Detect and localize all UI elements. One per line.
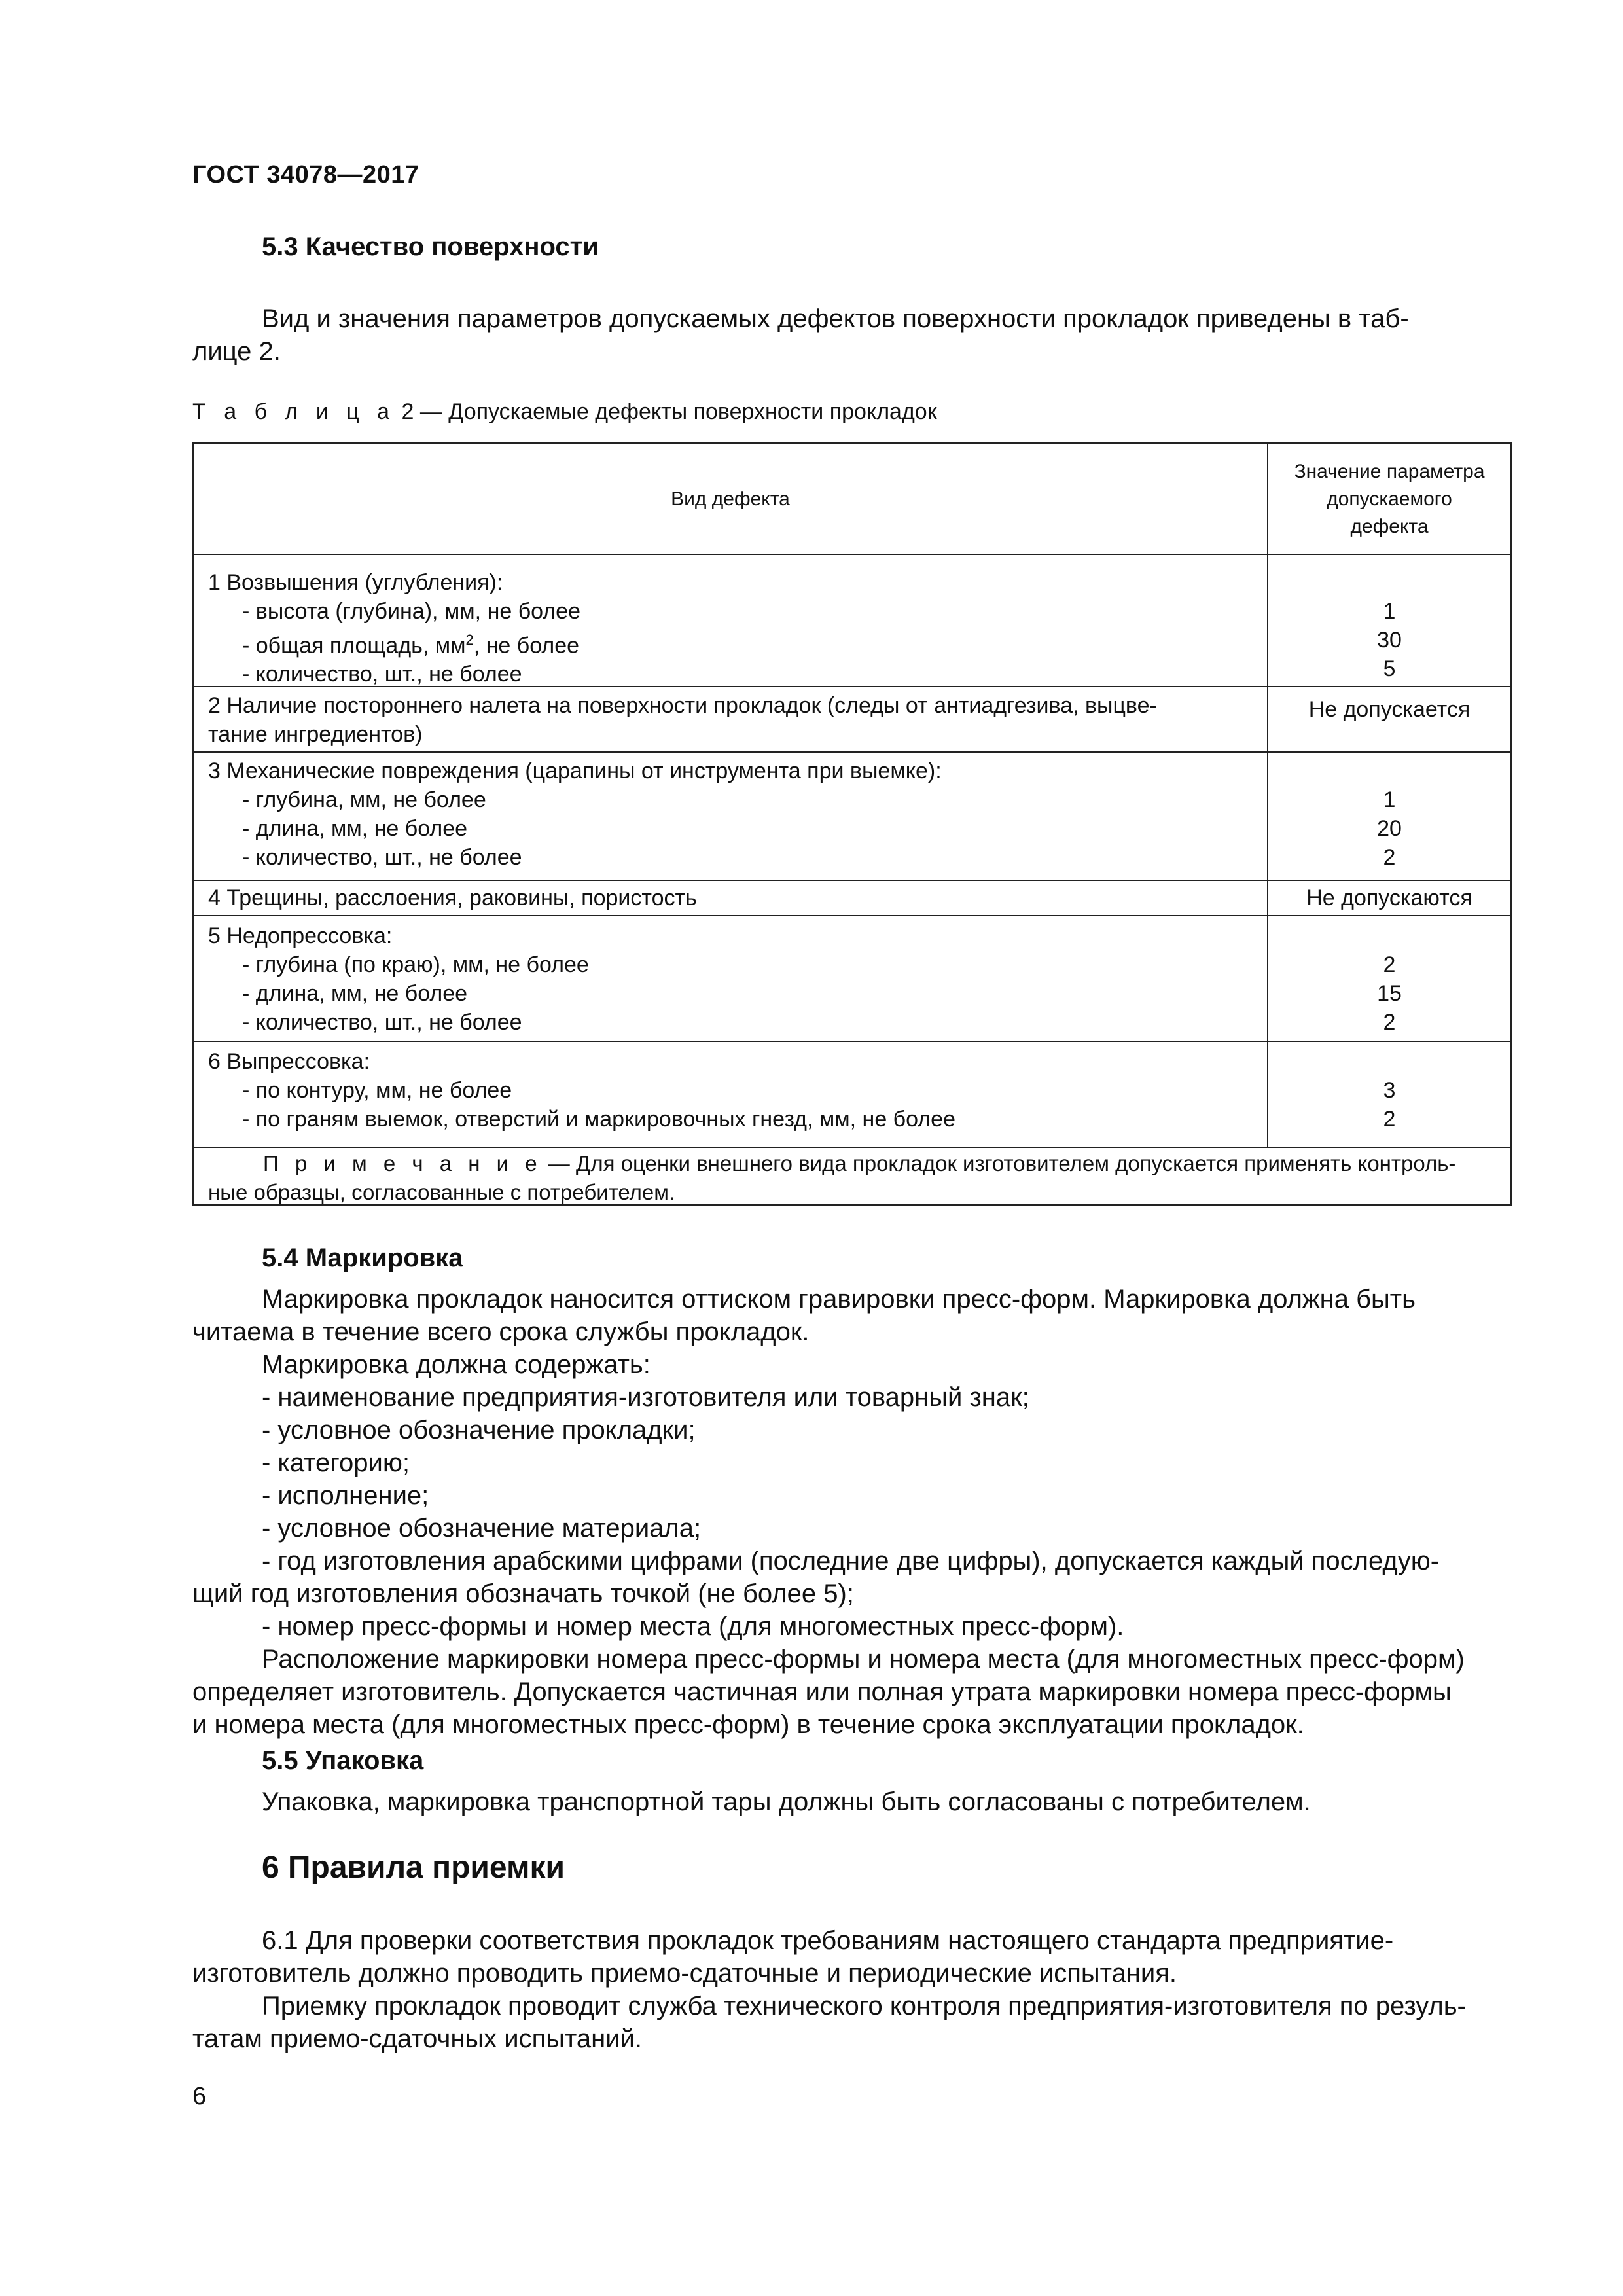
- row3-item-depth: - глубина, мм, не более: [242, 787, 486, 812]
- section-5-4-p1-line1: Маркировка прокладок наносится оттиском гравировки пресс-форм. Маркировка должна быть: [262, 1285, 1416, 1314]
- section-5-3-para-line2: лице 2.: [192, 337, 281, 366]
- row3-item-length: - длина, мм, не более: [242, 816, 468, 841]
- row3-item-count: - количество, шт., не более: [242, 845, 522, 870]
- row1-item-area-pre: - общая площадь, мм: [242, 633, 466, 658]
- row1-value-1: 1: [1383, 599, 1396, 624]
- table-note: [208, 1149, 1497, 1207]
- row5-item-depth: - глубина (по краю), мм, не более: [242, 952, 589, 977]
- section-6-p1-line2: изготовитель должно проводить приемо-сдаточные и периодические испытания.: [192, 1959, 1177, 1988]
- table-row-2-defect: [208, 691, 1255, 749]
- row5-item-length: - длина, мм, не более: [242, 981, 468, 1006]
- row3-value-2: 20: [1377, 816, 1402, 841]
- table-header-divider: [194, 554, 1510, 555]
- row1-item-height: - высота (глубина), мм, не более: [242, 599, 580, 624]
- defects-table: [192, 442, 1512, 1206]
- row1-value-3: 5: [1383, 656, 1396, 681]
- row5-value-3: 2: [1383, 1010, 1396, 1035]
- marking-item-7: - номер пресс-формы и номер места (для многоместных пресс-форм).: [262, 1612, 1124, 1641]
- marking-item-3: - категорию;: [262, 1448, 410, 1477]
- page-number: 6: [192, 2083, 207, 2110]
- section-5-4-p3-line1: Расположение маркировки номера пресс-формы и номера места (для многоместных пресс-форм): [262, 1645, 1465, 1674]
- table-caption-text: 2 — Допускаемые дефекты поверхности прокладок: [401, 399, 937, 424]
- row2-line2: тание ингредиентов): [208, 722, 423, 747]
- row6-item-edges: - по граням выемок, отверстий и маркировочных гнезд, мм, не более: [242, 1107, 955, 1132]
- row6-title: 6 Выпрессовка:: [208, 1049, 370, 1074]
- marking-item-5: - условное обозначение материала;: [262, 1514, 702, 1543]
- section-5-3-para-line1: Вид и значения параметров допускаемых дефектов поверхности прокладок приведены в таб-: [262, 304, 1409, 333]
- row5-title: 5 Недопрессовка:: [208, 924, 393, 948]
- marking-item-6-line2: щий год изготовления обозначать точкой (не более 5);: [192, 1579, 854, 1608]
- table-row-divider: [194, 751, 1510, 753]
- section-5-4-p3-line3: и номера места (для многоместных пресс-форм) в течение срока эксплуатации прокладок.: [192, 1710, 1304, 1739]
- table-row-divider: [194, 915, 1510, 916]
- row4-value: Не допускаются: [1306, 886, 1472, 910]
- table-row-6-defect: [208, 1047, 955, 1134]
- table-row-1-defect: [208, 568, 580, 689]
- table-row-divider: [194, 880, 1510, 881]
- table-row-3-values: [1268, 785, 1510, 872]
- row1-item-area-sup: 2: [465, 632, 474, 648]
- table-caption-label: Т а б л и ц а: [192, 399, 396, 424]
- table-note-divider: [194, 1147, 1510, 1148]
- row6-value-1: 3: [1383, 1078, 1396, 1103]
- col-header-value-line1: Значение параметра: [1294, 461, 1485, 482]
- marking-item-6-line1: - год изготовления арабскими цифрами (последние две цифры), допускается каждый последую-: [262, 1547, 1440, 1575]
- col-header-value-line2: допускаемого: [1327, 488, 1452, 510]
- row2-value: Не допускается: [1308, 697, 1471, 722]
- section-5-3-title: 5.3 Качество поверхности: [262, 232, 599, 261]
- table-note-text: — Для оценки внешнего вида прокладок изготовителем допускается применять контроль-: [548, 1151, 1456, 1175]
- table-row-1-values: [1268, 597, 1510, 683]
- marking-item-1: - наименование предприятия-изготовителя или товарный знак;: [262, 1383, 1029, 1412]
- col-header-value: [1268, 458, 1510, 541]
- col-header-defect-type: Вид дефекта: [671, 488, 790, 510]
- table-caption: [192, 399, 937, 425]
- marking-item-2: - условное обозначение прокладки;: [262, 1416, 696, 1444]
- row3-value-1: 1: [1383, 787, 1396, 812]
- section-6-p1-line1: 6.1 Для проверки соответствия прокладок требованиям настоящего стандарта предприятие-: [262, 1926, 1394, 1955]
- section-6-title: 6 Правила приемки: [262, 1850, 565, 1885]
- row1-item-area-post: , не более: [473, 633, 580, 658]
- table-row-6-values: [1268, 1076, 1510, 1134]
- row3-title: 3 Механические повреждения (царапины от инструмента при выемке):: [208, 759, 942, 783]
- section-5-4-p3-line2: определяет изготовитель. Допускается частичная или полная утрата маркировки номера пресс-формы: [192, 1677, 1452, 1706]
- row1-item-count: - количество, шт., не более: [242, 662, 522, 687]
- section-5-4-title: 5.4 Маркировка: [262, 1244, 463, 1272]
- section-5-4-p1-line2: читаема в течение всего срока службы прокладок.: [192, 1318, 810, 1346]
- row6-item-contour: - по контуру, мм, не более: [242, 1078, 512, 1103]
- table-row-3-defect: [208, 757, 942, 872]
- row3-value-3: 2: [1383, 845, 1396, 870]
- table-note-line1: [208, 1149, 1497, 1178]
- section-5-4-p2: Маркировка должна содержать:: [262, 1350, 651, 1379]
- table-note-line2: ные образцы, согласованные с потребителем.: [208, 1180, 675, 1204]
- row5-item-count: - количество, шт., не более: [242, 1010, 522, 1035]
- row2-line1: 2 Наличие постороннего налета на поверхности прокладок (следы от антиадгезива, выцве-: [208, 693, 1157, 718]
- row1-item-area: [208, 626, 580, 660]
- section-5-5-title: 5.5 Упаковка: [262, 1746, 424, 1775]
- table-row-5-defect: [208, 922, 589, 1037]
- row5-value-1: 2: [1383, 952, 1396, 977]
- document-header: ГОСТ 34078—2017: [192, 161, 419, 188]
- table-note-label: П р и м е ч а н и е: [263, 1151, 543, 1175]
- section-6-p2-line2: татам приемо-сдаточных испытаний.: [192, 2024, 643, 2053]
- table-row-divider: [194, 1041, 1510, 1042]
- marking-item-4: - исполнение;: [262, 1481, 429, 1510]
- row1-value-2: 30: [1377, 628, 1402, 653]
- row1-title: 1 Возвышения (углубления):: [208, 570, 503, 595]
- row5-value-2: 15: [1377, 981, 1402, 1006]
- row4-defect: 4 Трещины, расслоения, раковины, пористость: [208, 886, 697, 910]
- col-header-value-line3: дефекта: [1350, 516, 1429, 537]
- row6-value-2: 2: [1383, 1107, 1396, 1132]
- table-row-5-values: [1268, 950, 1510, 1037]
- section-5-5-p1: Упаковка, маркировка транспортной тары должны быть согласованы с потребителем.: [262, 1787, 1311, 1816]
- section-6-p2-line1: Приемку прокладок проводит служба технического контроля предприятия-изготовителя по резуль-: [262, 1992, 1466, 2020]
